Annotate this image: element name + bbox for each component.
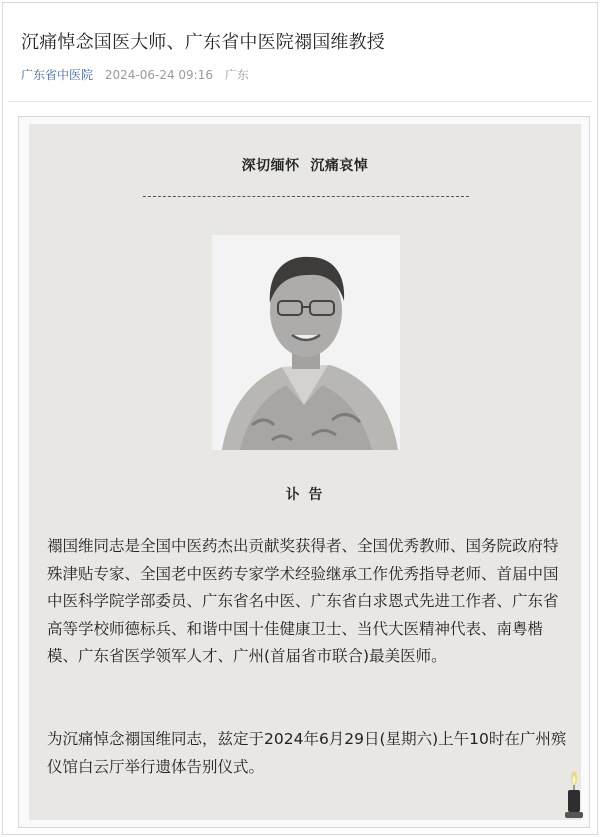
obituary-title: 讣 告 (285, 487, 325, 503)
candle-icon (562, 770, 586, 820)
source-link[interactable]: 广东省中医院 (21, 68, 94, 82)
header-divider (8, 101, 592, 102)
obituary-paragraph-1: 禤国维同志是全国中医药杰出贡献奖获得者、全国优秀教师、国务院政府特殊津贴专家、全国老中医药专家学术经验继承工作优秀指导老师、首届中国中医科学院学部委员、广东省名中医、广东省白求恩式先进工作者、广东省高等学校师德标兵、和谐中国十佳健康卫士、当代大医精神代表、南粤楷模、广东省医学领军人才、广州(首届省市联合)最美医师。 (47, 537, 559, 665)
dotted-divider (143, 196, 469, 197)
portrait-image (212, 235, 400, 450)
memorial-portrait (212, 235, 400, 450)
obituary-paragraph-2: 为沉痛悼念禤国维同志，兹定于2024年6月29日(星期六)上午10时在广州殡仪馆白云厅举行遗体告别仪式。 (47, 730, 567, 776)
memorial-card (29, 124, 581, 820)
publish-location: 广东 (224, 68, 249, 82)
memorial-heading: 深切缅怀 沉痛哀悼 (241, 158, 369, 174)
article-title: 沉痛悼念国医大师、广东省中医院禤国维教授 (21, 32, 385, 53)
article-meta (21, 66, 257, 83)
publish-time: 2024-06-24 09:16 (104, 68, 213, 82)
